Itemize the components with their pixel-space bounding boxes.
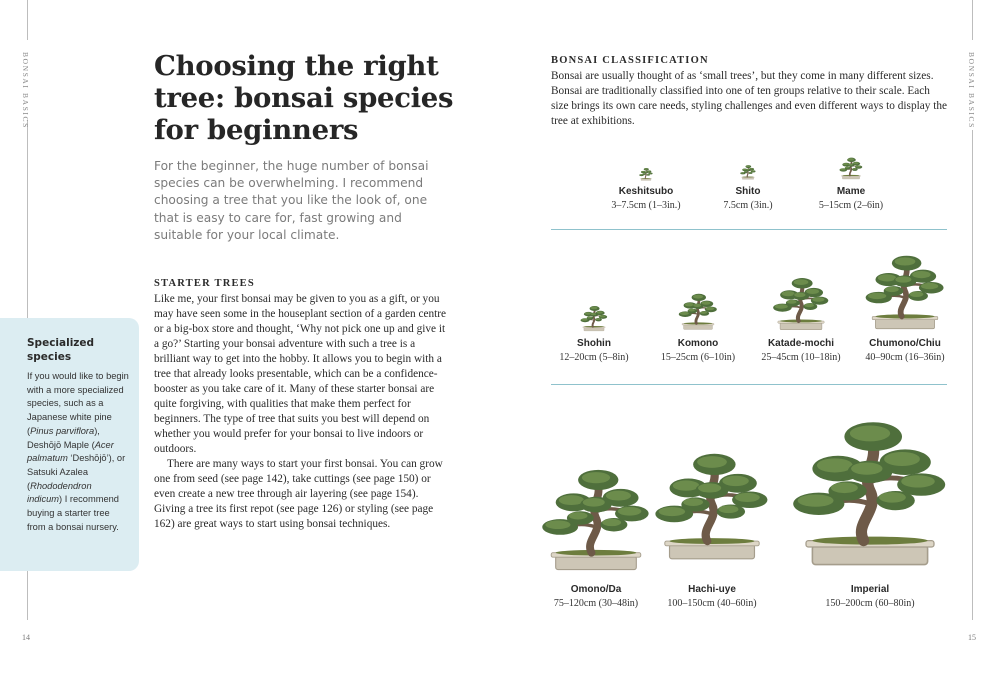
starter-trees-heading: STARTER TREES — [154, 278, 255, 289]
size-name-label: Hachi-uye — [688, 584, 736, 595]
intro-paragraph: For the beginner, the huge number of bonsai species can be overwhelming. I recommend choosing a tree that you like the look of, one that is easy to care for, fast growing and suitable for your local climate. — [154, 159, 429, 242]
running-head-right: BONSAI BASICS — [967, 52, 976, 129]
acer-latin-name: Acer palmatum — [27, 439, 114, 464]
sidebar-text: If you would like to begin with a more specialized species, such as a Japanese white pine (Pinus parviflora), Deshōjō Maple (Acer palmatum ‘Deshōjō’), or Satsuki Azalea (Rhododendron indicum) I recommend buying a starter tree from a bonsai nursery. — [27, 371, 129, 532]
size-name-label: Omono/Da — [570, 584, 622, 595]
bonsai-tree-icon — [540, 459, 652, 577]
size-name-label: Chumono/Chiu — [869, 338, 941, 349]
bonsai-tree-icon — [790, 405, 950, 577]
bonsai-size-6 — [770, 274, 832, 336]
size-name-label: Shohin — [577, 338, 611, 349]
size-range-label: 40–90cm (16–36in) — [865, 352, 945, 363]
bonsai-tree-icon — [739, 164, 757, 180]
folio-left: 14 — [22, 633, 30, 642]
classification-text: Bonsai are usually thought of as ‘small trees’, but they come in many different sizes. Bonsai are traditionally classified into one of ten groups relative to their scale. Each size brings its own care needs, styling challenges and even different ways to display the tree at exhibitions. — [551, 70, 948, 127]
size-name-label: Keshitsubo — [618, 186, 674, 197]
left-edge-line-top — [27, 0, 28, 40]
classification-heading: BONSAI CLASSIFICATION — [551, 55, 709, 66]
size-name-label: Mame — [836, 186, 866, 197]
bonsai-size-10 — [790, 405, 950, 581]
bonsai-tree-icon — [770, 274, 832, 332]
size-range-label: 25–45cm (10–18in) — [761, 352, 841, 363]
bonsai-size-2 — [739, 164, 757, 184]
specialized-species-sidebar — [0, 318, 139, 571]
bonsai-tree-icon — [839, 156, 863, 180]
bonsai-tree-icon — [639, 167, 653, 181]
right-edge-line-bottom — [972, 130, 973, 620]
running-head-left: BONSAI BASICS — [21, 52, 30, 129]
page-title: Choosing the right tree: bonsai species for beginners — [154, 50, 454, 146]
pinus-latin-name: Pinus parviflora — [30, 425, 95, 436]
size-range-label: 5–15cm (2–6in) — [818, 200, 884, 211]
starter-paragraph-2: There are many ways to start your first bonsai. You can grow one from seed (see page 142), take cuttings (see page 150) or even create a new tree through air layering (see page 154). Giving a tree its first repot (see page 126) or styling (see page 162) are great ways to start using bonsai techniques. — [154, 458, 443, 530]
bonsai-size-8 — [540, 459, 652, 581]
size-range-label: 150–200cm (60–80in) — [825, 598, 915, 609]
size-range-label: 75–120cm (30–48in) — [553, 598, 639, 609]
bonsai-size-4 — [579, 304, 609, 336]
bonsai-tree-icon — [678, 290, 718, 332]
size-name-label: Shito — [735, 186, 761, 197]
starter-paragraph-1: Like me, your first bonsai may be given to you as a gift, or you may have seen some in the houseplant section of a garden centre or a big-box store and thought, ‘Why not pick one up and give it a go?’ Starting your bonsai adventure with such a tree is a brilliant way to get into the hobby. It allows you to begin with a tree that already looks presentable, which can be a confidence-booster as you take care of it. Many of these starter bonsai are quite forgiving, with qualities that make them perfect for beginners. The type of tree that suits you best will depend on whether you would prefer for your bonsai to live indoors or outdoors. — [154, 293, 447, 455]
bonsai-size-9 — [653, 432, 771, 581]
size-name-label: Imperial — [850, 584, 890, 595]
size-range-label: 100–150cm (40–60in) — [667, 598, 757, 609]
size-range-label: 15–25cm (6–10in) — [660, 352, 736, 363]
row-divider-2 — [551, 384, 947, 385]
folio-right: 15 — [968, 633, 976, 642]
bonsai-tree-icon — [864, 250, 946, 332]
sidebar-heading: Specialized species — [27, 337, 95, 363]
bonsai-size-5 — [678, 290, 718, 336]
bonsai-tree-icon — [653, 432, 771, 577]
bonsai-size-1 — [639, 166, 653, 185]
size-range-label: 3–7.5cm (1–3in.) — [611, 200, 681, 211]
size-name-label: Katade-mochi — [767, 338, 835, 349]
starter-trees-body — [154, 292, 450, 532]
size-range-label: 12–20cm (5–8in) — [559, 352, 629, 363]
bonsai-tree-icon — [579, 304, 609, 332]
size-name-label: Komono — [677, 338, 719, 349]
size-range-label: 7.5cm (3in.) — [723, 200, 773, 211]
row-divider-1 — [551, 229, 947, 230]
right-edge-line-top — [972, 0, 973, 40]
bonsai-size-7 — [864, 250, 946, 336]
bonsai-size-3 — [839, 156, 863, 184]
rhodo-latin-name: Rhododendron indicum — [27, 480, 92, 505]
